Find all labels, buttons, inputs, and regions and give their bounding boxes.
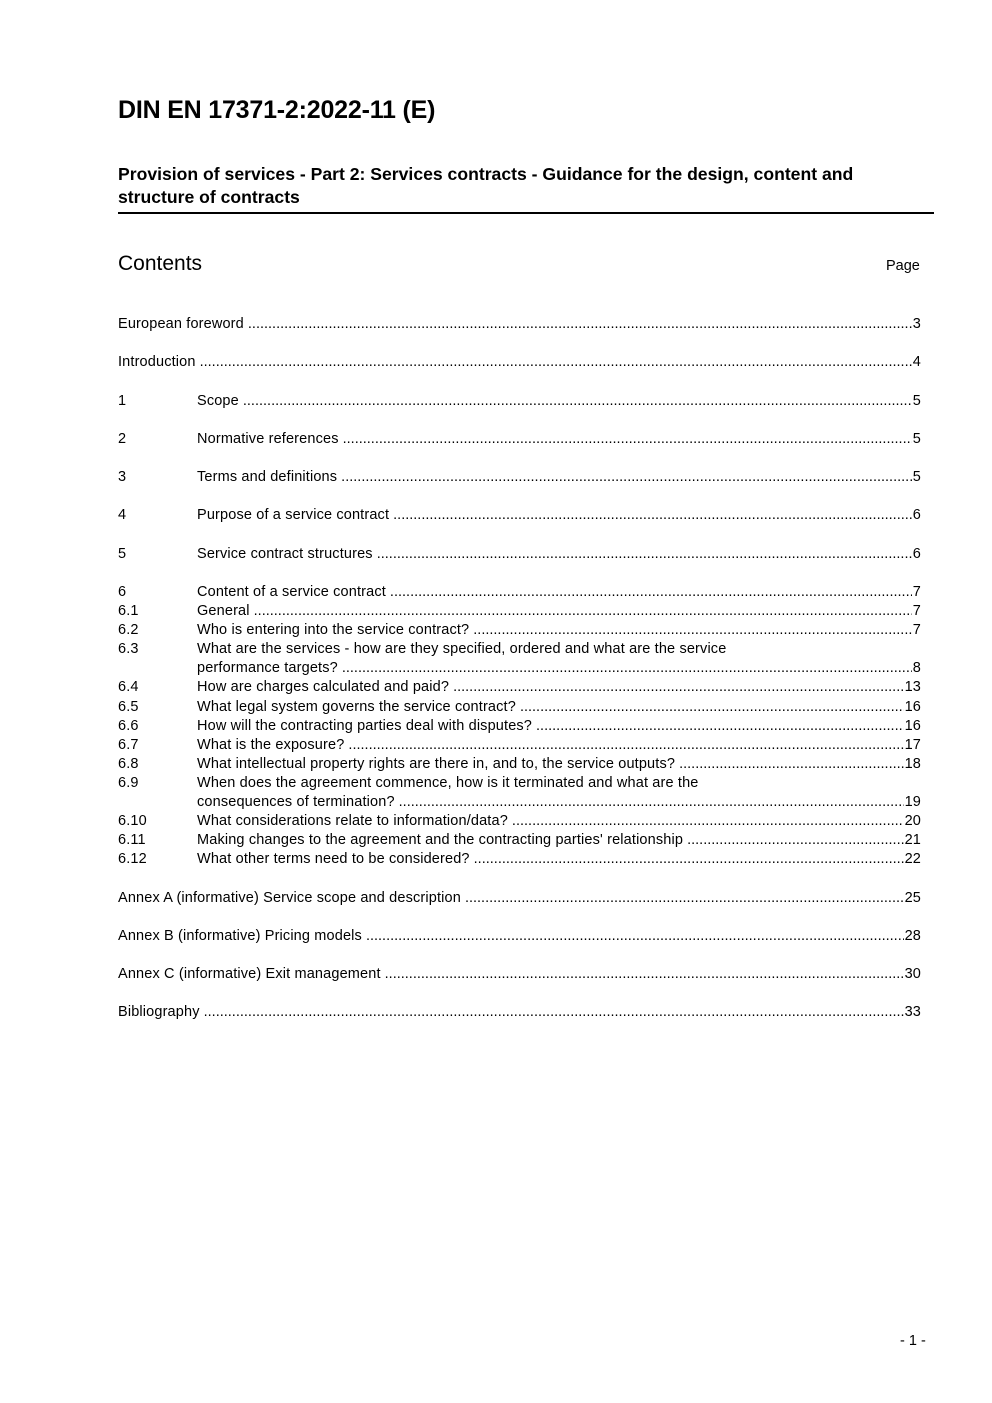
toc-entry-number: 6.5 [118, 698, 139, 715]
toc-entry-6-7[interactable] [118, 736, 921, 755]
dot-leader [342, 659, 912, 678]
toc-entry-content[interactable] [118, 583, 921, 602]
toc-entry-title: What considerations relate to information/data? [197, 813, 508, 830]
toc-entry-6-6[interactable] [118, 717, 921, 736]
toc-entry-6-4[interactable] [118, 678, 921, 697]
dot-leader [204, 1003, 904, 1022]
toc-entry-page: 33 [904, 1004, 921, 1021]
dot-leader [393, 506, 912, 525]
toc-entry-title: Annex B (informative) Pricing models [118, 927, 362, 944]
toc-entry-purpose[interactable] [118, 506, 921, 525]
document-title: Provision of services - Part 2: Services contracts - Guidance for the design, content and structure of contracts [118, 163, 934, 214]
dot-leader [377, 545, 912, 564]
toc-entry-introduction[interactable] [118, 353, 921, 372]
toc-entry-title: consequences of termination? [197, 794, 395, 810]
toc-entry-page: 5 [912, 430, 921, 447]
toc-entry-title-line: When does the agreement commence, how is it terminated and what are the [197, 774, 699, 791]
dot-leader [399, 793, 904, 812]
dot-leader [366, 927, 904, 946]
toc-entry-6-12[interactable] [118, 850, 921, 869]
toc-entry-title: What legal system governs the service contract? [197, 698, 516, 715]
page-column-label: Page [886, 258, 920, 274]
toc-entry-6-2[interactable] [118, 621, 921, 640]
toc-entry-number: 3 [118, 469, 127, 486]
toc-entry-page: 6 [912, 545, 921, 562]
toc-entry-6-5[interactable] [118, 698, 921, 717]
toc-entry-number: 6.12 [118, 851, 147, 868]
toc-entry-annex-a[interactable] [118, 889, 921, 908]
toc-entry-number: 6 [118, 583, 127, 600]
toc-entry-6-10[interactable] [118, 812, 921, 831]
dot-leader [341, 468, 912, 487]
toc-entry-scope[interactable] [118, 392, 921, 411]
toc-entry-title: Introduction [118, 354, 196, 371]
toc-entry-title: Scope [197, 392, 239, 409]
toc-entry-page: 21 [904, 832, 921, 849]
dot-leader [243, 392, 912, 411]
table-of-contents [118, 315, 921, 1023]
toc-entry-title: How are charges calculated and paid? [197, 679, 450, 696]
dot-leader [512, 812, 904, 831]
toc-entry-number: 6.11 [118, 832, 146, 849]
toc-entry-6-8[interactable] [118, 755, 921, 774]
toc-entry-number: 6.10 [118, 813, 147, 830]
toc-entry-page: 3 [912, 316, 921, 332]
toc-entry-number: 5 [118, 545, 127, 562]
dot-leader [453, 678, 904, 697]
toc-entry-normative-references[interactable] [118, 430, 921, 449]
toc-entry-page: 5 [912, 392, 921, 409]
toc-entry-title: Normative references [197, 430, 339, 447]
dot-leader [248, 315, 912, 334]
dot-leader [520, 698, 904, 717]
toc-entry-title: What is the exposure? [197, 736, 345, 753]
toc-entry-page: 18 [904, 755, 921, 772]
toc-entry-title: European foreword [118, 316, 244, 332]
toc-entry-6-1[interactable] [118, 602, 921, 621]
dot-leader [473, 621, 912, 640]
toc-entry-bibliography[interactable] [118, 1003, 921, 1022]
toc-entry-page: 30 [904, 966, 921, 983]
toc-entry-page: 6 [912, 507, 921, 524]
toc-entry-title: How will the contracting parties deal with disputes? [197, 717, 533, 734]
toc-entry-number: 6.7 [118, 736, 139, 753]
toc-entry-page: 16 [904, 698, 921, 715]
toc-entry-title-line: What are the services - how are they specified, ordered and what are the service [197, 641, 727, 658]
toc-entry-page: 19 [904, 794, 921, 810]
toc-entry-number: 2 [118, 430, 127, 447]
toc-entry-title: Content of a service contract [197, 583, 386, 600]
toc-entry-title: Annex C (informative) Exit management [118, 966, 381, 983]
dot-leader [343, 430, 912, 449]
toc-entry-page: 13 [904, 679, 921, 696]
toc-entry-6-3[interactable] [118, 640, 921, 678]
toc-entry-number: 6.1 [118, 603, 139, 620]
toc-entry-page: 7 [912, 622, 921, 639]
toc-entry-number: 6.6 [118, 717, 139, 734]
page-number: - 1 - [900, 1333, 926, 1349]
dot-leader [679, 755, 903, 774]
dot-leader [474, 850, 904, 869]
toc-entry-title: Who is entering into the service contract? [197, 622, 470, 639]
toc-entry-title: Service contract structures [197, 545, 373, 562]
toc-entry-page: 25 [904, 889, 921, 906]
toc-entry-number: 4 [118, 507, 127, 524]
toc-entry-number: 6.9 [118, 774, 139, 791]
toc-entry-title: Making changes to the agreement and the contracting parties' relationship [197, 832, 684, 849]
toc-entry-page: 7 [912, 583, 921, 600]
toc-entry-title: What intellectual property rights are there in, and to, the service outputs? [197, 755, 676, 772]
toc-entry-title: Purpose of a service contract [197, 507, 390, 524]
toc-entry-number: 6.4 [118, 679, 139, 696]
toc-entry-page: 22 [904, 851, 921, 868]
toc-entry-european-foreword[interactable] [118, 315, 921, 334]
toc-entry-annex-c[interactable] [118, 965, 921, 984]
toc-entry-number: 6.2 [118, 622, 139, 639]
toc-entry-title: performance targets? [197, 660, 338, 677]
toc-entry-title: Annex A (informative) Service scope and description [118, 889, 461, 906]
toc-entry-title: What other terms need to be considered? [197, 851, 470, 868]
dot-leader [465, 889, 904, 908]
document-id: DIN EN 17371-2:2022-11 (E) [118, 96, 436, 124]
toc-entry-title: Bibliography [118, 1004, 200, 1021]
toc-entry-terms-and-definitions[interactable] [118, 468, 921, 487]
toc-entry-page: 5 [912, 469, 921, 486]
toc-entry-page: 7 [912, 603, 921, 620]
toc-entry-page: 16 [904, 717, 921, 734]
toc-entry-annex-b[interactable] [118, 927, 921, 946]
toc-entry-structures[interactable] [118, 545, 921, 564]
dot-leader [200, 353, 912, 372]
toc-entry-page: 28 [904, 927, 921, 944]
toc-entry-number: 6.8 [118, 755, 139, 772]
toc-entry-title: General [197, 603, 250, 620]
dot-leader [390, 583, 912, 602]
toc-entry-page: 8 [912, 660, 921, 677]
toc-entry-number: 6.3 [118, 641, 139, 658]
toc-entry-title: Terms and definitions [197, 469, 338, 486]
toc-entry-6-9[interactable] [118, 774, 921, 812]
dot-leader [687, 831, 903, 850]
toc-entry-number: 1 [118, 392, 127, 409]
toc-entry-page: 4 [912, 354, 921, 371]
toc-entry-page: 20 [904, 813, 921, 830]
toc-entry-6-11[interactable] [118, 831, 921, 850]
contents-heading: Contents [118, 252, 203, 275]
toc-entry-page: 17 [904, 736, 921, 753]
dot-leader [254, 602, 912, 621]
dot-leader [348, 736, 903, 755]
dot-leader [536, 717, 904, 736]
dot-leader [385, 965, 904, 984]
